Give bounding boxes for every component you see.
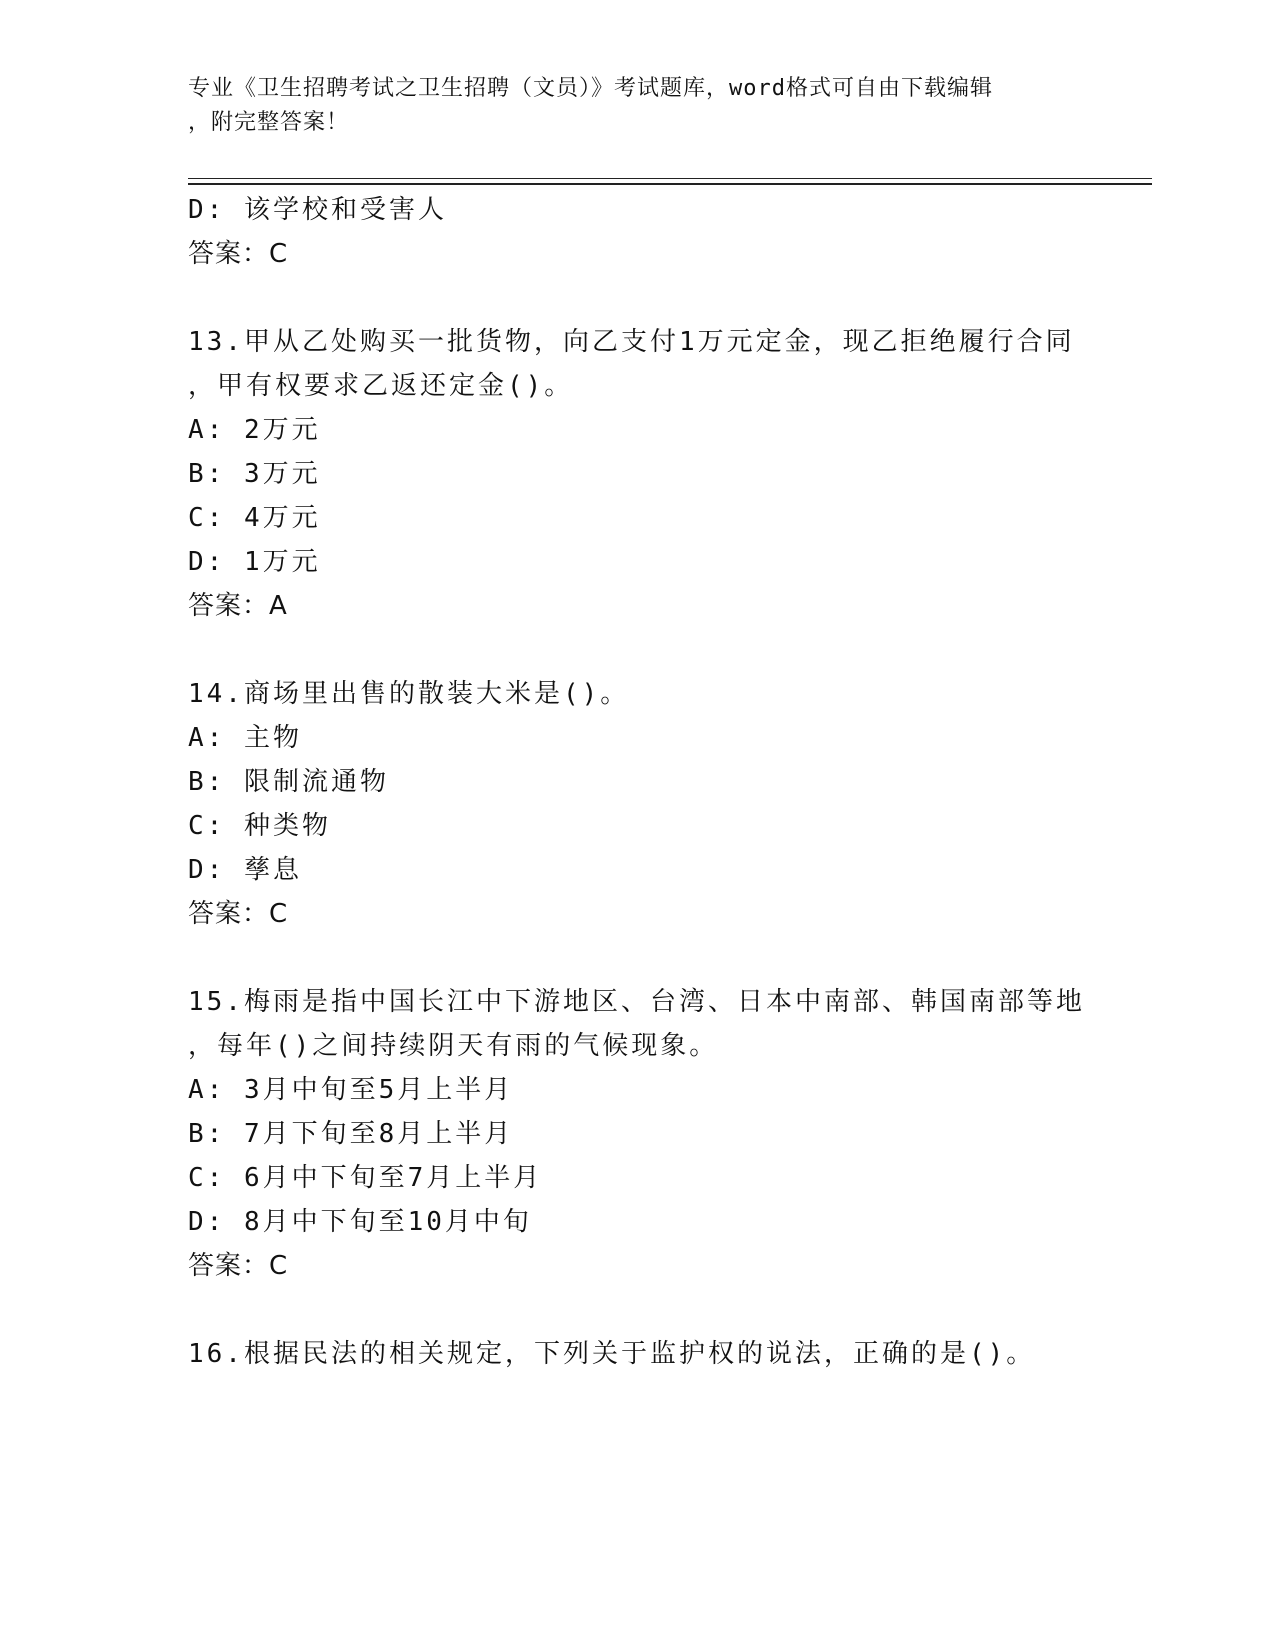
q13-option-a: A: 2万元 bbox=[188, 415, 321, 445]
q13-stem-line-1: 13.甲从乙处购买一批货物，向乙支付1万元定金，现乙拒绝履行合同 bbox=[188, 327, 1075, 357]
q15-option-c: C: 6月中下旬至7月上半月 bbox=[188, 1163, 543, 1193]
q14-option-d: D: 孳息 bbox=[188, 855, 302, 885]
q14-option-a: A: 主物 bbox=[188, 723, 302, 753]
document-header bbox=[188, 72, 1068, 140]
q14-stem-line-1: 14.商场里出售的散装大米是()。 bbox=[188, 679, 630, 709]
q13-answer: 答案：A bbox=[188, 591, 288, 621]
q13-option-d: D: 1万元 bbox=[188, 547, 321, 577]
q14-option-b: B: 限制流通物 bbox=[188, 767, 389, 797]
q13-option-c: C: 4万元 bbox=[188, 503, 321, 533]
q15-option-d: D: 8月中下旬至10月中旬 bbox=[188, 1207, 532, 1237]
q15-answer: 答案：C bbox=[188, 1251, 289, 1281]
q13-stem-line-2: ，甲有权要求乙返还定金()。 bbox=[188, 371, 574, 401]
header-divider-top bbox=[188, 178, 1152, 179]
q15-option-b: B: 7月下旬至8月上半月 bbox=[188, 1119, 514, 1149]
q15-stem-line-1: 15.梅雨是指中国长江中下游地区、台湾、日本中南部、韩国南部等地 bbox=[188, 987, 1085, 1017]
q16-stem-line-1: 16.根据民法的相关规定，下列关于监护权的说法，正确的是()。 bbox=[188, 1339, 1036, 1369]
q15-option-a: A: 3月中旬至5月上半月 bbox=[188, 1075, 514, 1105]
header-divider-bottom bbox=[188, 183, 1152, 185]
q14-answer: 答案：C bbox=[188, 899, 289, 929]
header-line-1: 专业《卫生招聘考试之卫生招聘（文员）》考试题库，word格式可自由下载编辑 bbox=[188, 76, 993, 101]
q14-option-c: C: 种类物 bbox=[188, 811, 331, 841]
header-line-2: ，附完整答案！ bbox=[188, 110, 350, 135]
prev-option-d: D: 该学校和受害人 bbox=[188, 195, 447, 225]
prev-answer: 答案：C bbox=[188, 239, 289, 269]
q13-option-b: B: 3万元 bbox=[188, 459, 321, 489]
q15-stem-line-2: ，每年()之间持续阴天有雨的气候现象。 bbox=[188, 1031, 719, 1061]
